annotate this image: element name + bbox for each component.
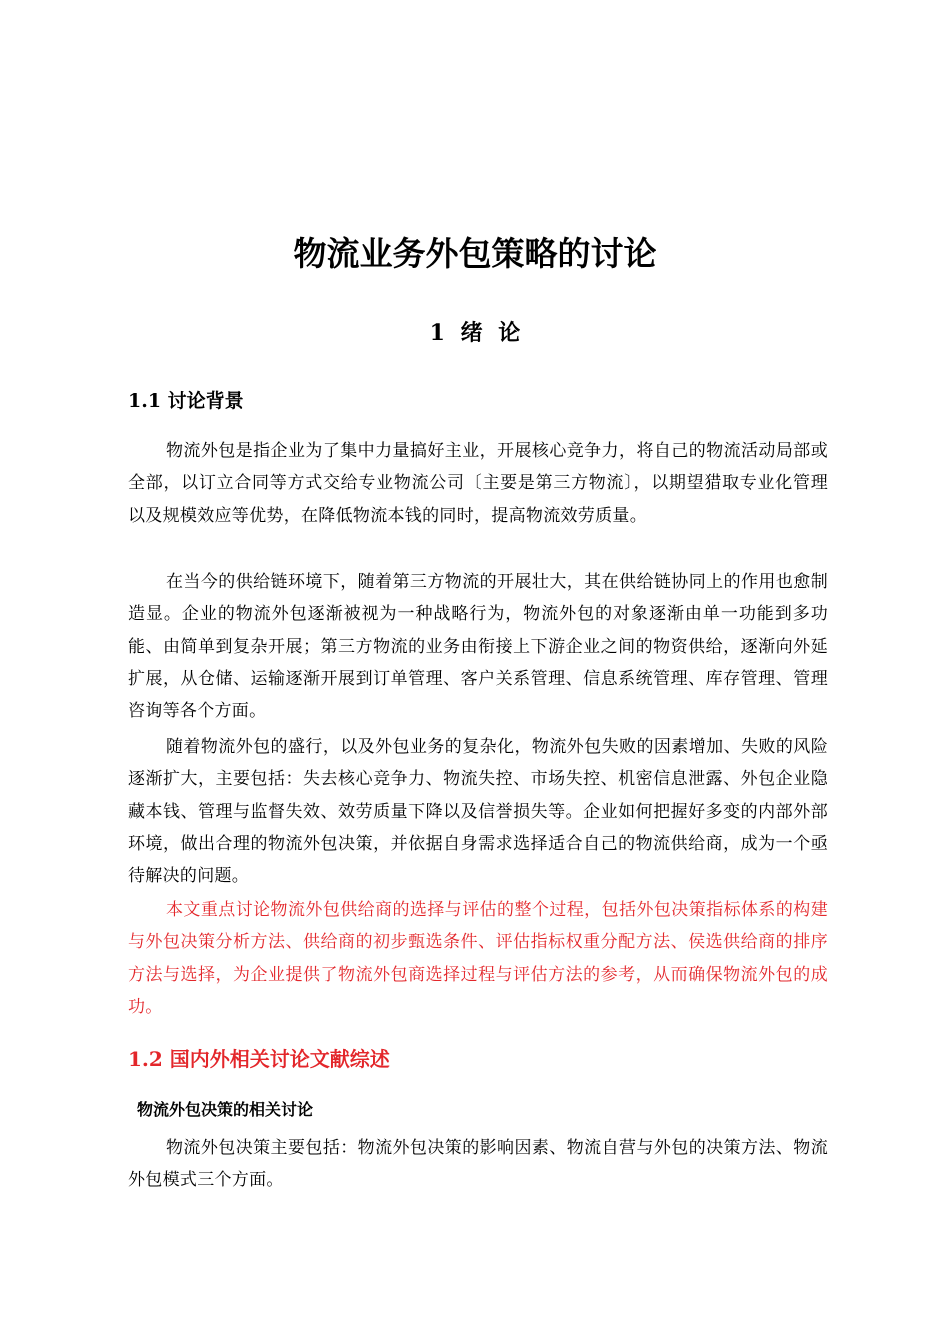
paragraph-outsourcing-definition: 物流外包是指企业为了集中力量搞好主业，开展核心竞争力，将自己的物流活动局部或全部，以订立合同等方式交给专业物流公司〔主要是第三方物流〕，以期望猎取专业化管理以及规模效应等优势，在降低物流本钱的同时，提高物流效劳质量。 (128, 441, 828, 526)
subheading-outsourcing-decision: 物流外包决策的相关讨论 (137, 1100, 314, 1119)
section-heading-literature-review: 1.2 国内外相关讨论文献综述 (128, 1047, 390, 1071)
section-heading-background: 1.1 讨论背景 (128, 390, 244, 412)
paragraph-decision-aspects: 物流外包决策主要包括：物流外包决策的影响因素、物流自营与外包的决策方法、物流外包模式三个方面。 (128, 1138, 828, 1191)
paragraph-supply-chain-environment: 在当今的供给链环境下，随着第三方物流的开展壮大，其在供给链协同上的作用也愈制造显。企业的物流外包逐渐被视为一种战略行为，物流外包的对象逐渐由单一功能到多功能、由简单到复杂开展；第三方物流的业务由衔接上下游企业之间的物资供给，逐渐向外延扩展，从仓储、运输逐渐开展到订单管理、客户关系管理、信息系统管理、库存管理、管理咨询等各个方面。 (128, 572, 828, 722)
paragraph-research-focus: 本文重点讨论物流外包供给商的选择与评估的整个过程，包括外包决策指标体系的构建与外包决策分析方法、供给商的初步甄选条件、评估指标权重分配方法、侯选供给商的排序方法与选择，为企业提供了物流外包商选择过程与评估方法的参考，从而确保物流外包的成功。 (128, 900, 828, 1017)
paragraph-outsourcing-risks: 随着物流外包的盛行，以及外包业务的复杂化，物流外包失败的因素增加、失败的风险逐渐扩大，主要包括：失去核心竞争力、物流失控、市场失控、机密信息泄露、外包企业隐藏本钱、管理与监督失效、效劳质量下降以及信誉损失等。企业如何把握好多变的内部外部环境，做出合理的物流外包决策，并依据自身需求选择适合自己的物流供给商，成为一个亟待解决的问题。 (128, 737, 828, 887)
document-title: 物流业务外包策略的讨论 (293, 234, 657, 273)
chapter-title: 1 绪 论 (429, 320, 521, 346)
